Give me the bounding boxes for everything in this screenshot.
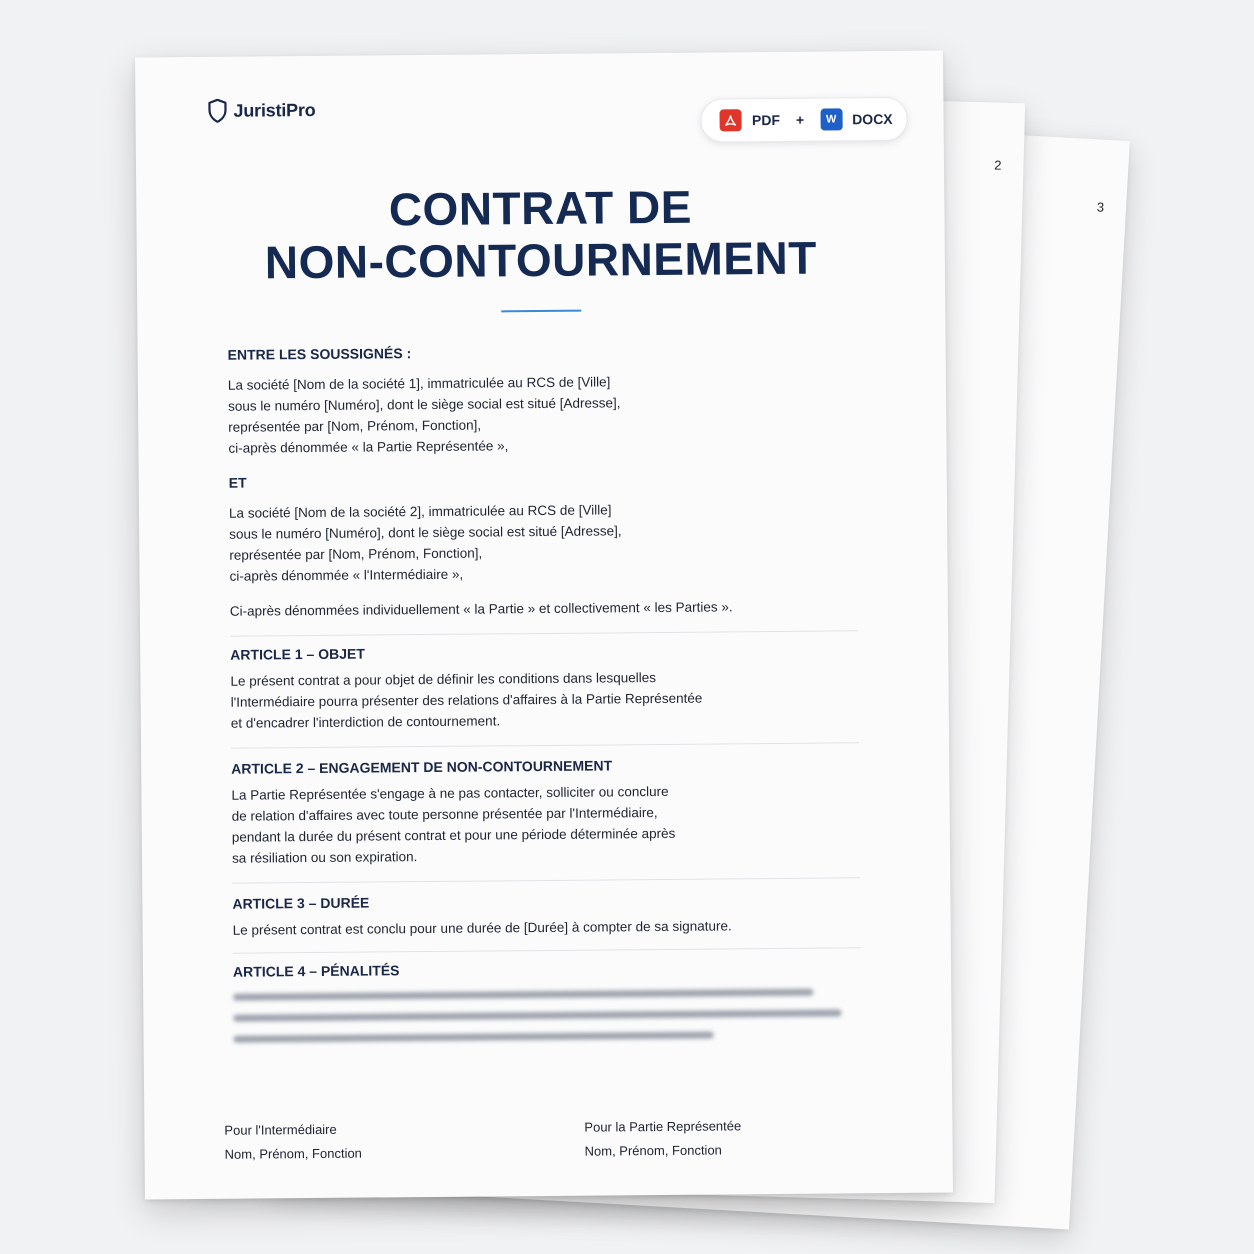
brand-name: JuristiPro [233,99,316,121]
blurred-text [233,982,864,1052]
brand-logo [207,98,315,123]
party-2-line: sous le numéro [Numéro], dont le siège social est situé [Adresse], [229,523,622,542]
article-heading: ARTICLE 4 – PÉNALITÉS [232,962,400,980]
article-line: pendant la durée du présent contrat et pour une période déterminée après [231,825,676,845]
party-2-line: La société [Nom de la société 2], immatriculée au RCS de [Ville] [228,502,612,521]
contract-body [228,341,864,1052]
signature-title: Pour l'Intermédiaire [224,1121,337,1138]
article-heading: ARTICLE 1 – OBJET [230,645,365,663]
party-2-line: représentée par [Nom, Prénom, Fonction], [229,545,483,563]
collective-definition: Ci-après dénommées individuellement « la Partie » et collectivement « les Parties ». [229,599,733,619]
page-number: 2 [994,157,1002,173]
party-1-line: sous le numéro [Numéro], dont le siège social est situé [Adresse], [228,395,621,414]
signature-title: Pour la Partie Représentée [584,1118,742,1135]
article-line: de relation d'affaires avec toute personne présentée par l'Intermédiaire, [231,805,658,824]
shield-icon [207,99,227,123]
blurred-lines [233,982,854,1047]
and-label: ET [228,474,247,491]
article-1 [230,641,861,733]
pdf-label: PDF [751,111,781,129]
article-4 [233,958,864,1052]
party-2-block [229,497,860,586]
signature-subtitle: Nom, Prénom, Fonction [224,1145,362,1162]
word-icon: W [820,108,842,130]
article-2 [231,755,862,868]
signature-intermediary [224,1118,362,1167]
pdf-icon [720,109,742,131]
plus-sign: + [795,111,805,128]
section-divider [230,630,858,636]
title-divider [501,310,581,313]
article-line: et d'encadrer l'interdiction de contournement. [230,713,501,731]
article-line: l'Intermédiaire pourra présenter des relations d'affaires à la Partie Représentée [230,690,703,710]
parties-heading: ENTRE LES SOUSSIGNÉS : [227,345,412,363]
signature-represented-party [584,1114,741,1163]
page-number: 3 [1096,199,1105,215]
section-divider [232,877,860,883]
section-divider [233,947,861,953]
section-divider [231,742,859,748]
article-heading: ARTICLE 3 – DURÉE [232,894,370,912]
article-line: sa résiliation ou son expiration. [231,849,418,866]
article-heading: ARTICLE 2 – ENGAGEMENT DE NON-CONTOURNEMENT [231,757,613,777]
party-1-line: représentée par [Nom, Prénom, Fonction], [228,417,482,435]
party-2-line: ci-après dénommée « l'Intermédiaire », [229,566,464,584]
docx-label: DOCX [852,110,893,128]
format-badge [701,97,908,143]
contract-page [135,50,953,1199]
party-1-line: ci-après dénommée « la Partie Représentée », [228,438,509,456]
title-line-1: CONTRAT DE [388,180,693,236]
contract-title [136,178,945,289]
article-3 [232,890,862,940]
article-line: Le présent contrat est conclu pour une durée de [Durée] à compter de sa signature. [232,918,732,938]
party-1-line: La société [Nom de la société 1], immatriculée au RCS de [Ville] [227,374,611,393]
party-1-block [228,369,859,458]
article-line: La Partie Représentée s'engage à ne pas contacter, solliciter ou conclure [231,783,669,803]
signature-subtitle: Nom, Prénom, Fonction [584,1142,722,1159]
title-line-2: NON-CONTOURNEMENT [264,231,818,289]
article-line: Le présent contrat a pour objet de définir les conditions dans lesquelles [230,670,657,689]
